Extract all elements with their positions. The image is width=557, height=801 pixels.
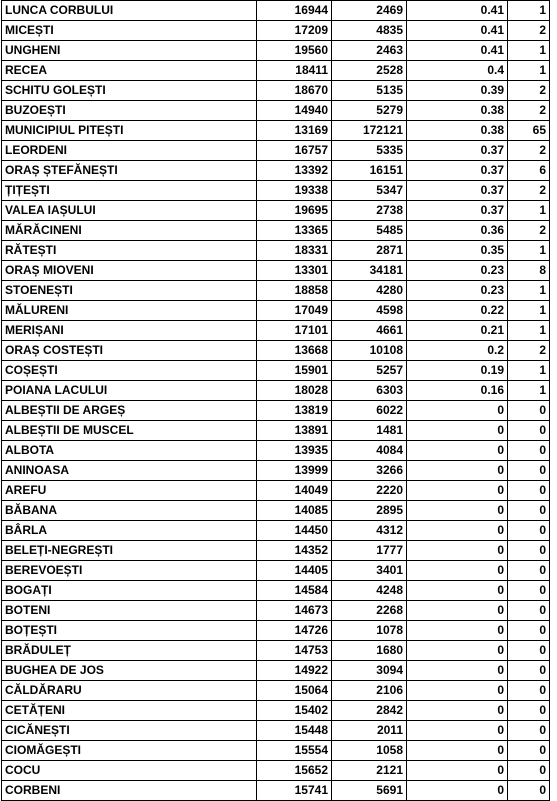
incidence-rate-cell: 0.16 bbox=[407, 381, 508, 401]
incidence-rate-cell: 0.36 bbox=[407, 221, 508, 241]
incidence-rate-cell: 0.37 bbox=[407, 141, 508, 161]
incidence-rate-cell: 0.35 bbox=[407, 241, 508, 261]
incidence-rate-cell: 0.19 bbox=[407, 361, 508, 381]
locality-name-cell: ALBEȘTII DE ARGEȘ bbox=[2, 401, 257, 421]
locality-name-cell: ORAȘ COSTEȘTI bbox=[2, 341, 257, 361]
locality-name-cell: CĂLDĂRARU bbox=[2, 681, 257, 701]
table-row bbox=[2, 681, 550, 701]
incidence-rate-cell: 0.41 bbox=[407, 21, 508, 41]
table-row bbox=[2, 1, 550, 21]
locality-name-cell: BEREVOEȘTI bbox=[2, 561, 257, 581]
siruta-code-cell: 19695 bbox=[257, 201, 332, 221]
locality-name-cell: COȘEȘTI bbox=[2, 361, 257, 381]
siruta-code-cell: 17209 bbox=[257, 21, 332, 41]
table-row bbox=[2, 621, 550, 641]
siruta-code-cell: 15554 bbox=[257, 741, 332, 761]
siruta-code-cell: 14753 bbox=[257, 641, 332, 661]
table-row bbox=[2, 401, 550, 421]
table-row bbox=[2, 601, 550, 621]
population-cell: 5485 bbox=[332, 221, 407, 241]
locality-name-cell: MICEȘTI bbox=[2, 21, 257, 41]
table-row bbox=[2, 381, 550, 401]
siruta-code-cell: 15064 bbox=[257, 681, 332, 701]
incidence-rate-cell: 0.23 bbox=[407, 261, 508, 281]
cases-count-cell: 0 bbox=[508, 601, 550, 621]
locality-name-cell: CIOMĂGEȘTI bbox=[2, 741, 257, 761]
population-cell: 4280 bbox=[332, 281, 407, 301]
table-row bbox=[2, 221, 550, 241]
table-row bbox=[2, 101, 550, 121]
cases-count-cell: 2 bbox=[508, 141, 550, 161]
population-cell: 2463 bbox=[332, 41, 407, 61]
cases-count-cell: 8 bbox=[508, 261, 550, 281]
table-row bbox=[2, 261, 550, 281]
population-cell: 34181 bbox=[332, 261, 407, 281]
siruta-code-cell: 18028 bbox=[257, 381, 332, 401]
table-row bbox=[2, 81, 550, 101]
cases-count-cell: 1 bbox=[508, 61, 550, 81]
cases-count-cell: 0 bbox=[508, 701, 550, 721]
locality-name-cell: CICĂNEȘTI bbox=[2, 721, 257, 741]
siruta-code-cell: 13891 bbox=[257, 421, 332, 441]
cases-count-cell: 1 bbox=[508, 201, 550, 221]
table-row bbox=[2, 321, 550, 341]
table-row bbox=[2, 361, 550, 381]
population-cell: 2469 bbox=[332, 1, 407, 21]
table-row bbox=[2, 241, 550, 261]
siruta-code-cell: 19338 bbox=[257, 181, 332, 201]
cases-count-cell: 0 bbox=[508, 661, 550, 681]
population-cell: 4835 bbox=[332, 21, 407, 41]
siruta-code-cell: 13301 bbox=[257, 261, 332, 281]
cases-count-cell: 1 bbox=[508, 1, 550, 21]
locality-name-cell: BELEȚI-NEGREȘTI bbox=[2, 541, 257, 561]
cases-count-cell: 1 bbox=[508, 281, 550, 301]
table-row bbox=[2, 561, 550, 581]
cases-count-cell: 0 bbox=[508, 741, 550, 761]
locality-name-cell: LEORDENI bbox=[2, 141, 257, 161]
locality-name-cell: BĂBANA bbox=[2, 501, 257, 521]
incidence-rate-cell: 0.39 bbox=[407, 81, 508, 101]
cases-count-cell: 0 bbox=[508, 421, 550, 441]
siruta-code-cell: 18858 bbox=[257, 281, 332, 301]
siruta-code-cell: 15652 bbox=[257, 761, 332, 781]
incidence-rate-cell: 0 bbox=[407, 721, 508, 741]
population-cell: 5279 bbox=[332, 101, 407, 121]
cases-count-cell: 0 bbox=[508, 501, 550, 521]
incidence-rate-cell: 0 bbox=[407, 681, 508, 701]
cases-count-cell: 2 bbox=[508, 81, 550, 101]
locality-name-cell: POIANA LACULUI bbox=[2, 381, 257, 401]
siruta-code-cell: 15402 bbox=[257, 701, 332, 721]
locality-name-cell: ALBOTA bbox=[2, 441, 257, 461]
localities-table bbox=[1, 0, 550, 801]
incidence-rate-cell: 0.37 bbox=[407, 201, 508, 221]
table-row bbox=[2, 521, 550, 541]
siruta-code-cell: 14450 bbox=[257, 521, 332, 541]
locality-name-cell: MERIȘANI bbox=[2, 321, 257, 341]
incidence-rate-cell: 0.4 bbox=[407, 61, 508, 81]
cases-count-cell: 1 bbox=[508, 241, 550, 261]
incidence-rate-cell: 0.37 bbox=[407, 161, 508, 181]
locality-name-cell: BUZOEȘTI bbox=[2, 101, 257, 121]
table-row bbox=[2, 301, 550, 321]
cases-count-cell: 0 bbox=[508, 621, 550, 641]
population-cell: 3094 bbox=[332, 661, 407, 681]
incidence-rate-cell: 0 bbox=[407, 741, 508, 761]
incidence-rate-cell: 0 bbox=[407, 621, 508, 641]
table-row bbox=[2, 121, 550, 141]
population-cell: 4248 bbox=[332, 581, 407, 601]
siruta-code-cell: 13365 bbox=[257, 221, 332, 241]
siruta-code-cell: 16757 bbox=[257, 141, 332, 161]
incidence-rate-cell: 0.23 bbox=[407, 281, 508, 301]
population-cell: 5335 bbox=[332, 141, 407, 161]
incidence-rate-cell: 0 bbox=[407, 501, 508, 521]
table-row bbox=[2, 41, 550, 61]
siruta-code-cell: 16944 bbox=[257, 1, 332, 21]
incidence-rate-cell: 0 bbox=[407, 601, 508, 621]
table-body bbox=[2, 1, 550, 801]
population-cell: 3266 bbox=[332, 461, 407, 481]
siruta-code-cell: 14922 bbox=[257, 661, 332, 681]
siruta-code-cell: 13999 bbox=[257, 461, 332, 481]
population-cell: 2220 bbox=[332, 481, 407, 501]
population-cell: 16151 bbox=[332, 161, 407, 181]
cases-count-cell: 0 bbox=[508, 481, 550, 501]
incidence-rate-cell: 0 bbox=[407, 541, 508, 561]
locality-name-cell: LUNCA CORBULUI bbox=[2, 1, 257, 21]
locality-name-cell: BUGHEA DE JOS bbox=[2, 661, 257, 681]
siruta-code-cell: 15741 bbox=[257, 781, 332, 801]
incidence-rate-cell: 0.37 bbox=[407, 181, 508, 201]
table-row bbox=[2, 761, 550, 781]
cases-count-cell: 0 bbox=[508, 441, 550, 461]
table-row bbox=[2, 741, 550, 761]
locality-name-cell: COCU bbox=[2, 761, 257, 781]
table-row bbox=[2, 341, 550, 361]
population-cell: 4598 bbox=[332, 301, 407, 321]
cases-count-cell: 0 bbox=[508, 641, 550, 661]
siruta-code-cell: 14085 bbox=[257, 501, 332, 521]
table-row bbox=[2, 581, 550, 601]
table-row bbox=[2, 441, 550, 461]
siruta-code-cell: 18331 bbox=[257, 241, 332, 261]
population-cell: 2842 bbox=[332, 701, 407, 721]
siruta-code-cell: 17049 bbox=[257, 301, 332, 321]
incidence-rate-cell: 0.2 bbox=[407, 341, 508, 361]
cases-count-cell: 1 bbox=[508, 321, 550, 341]
locality-name-cell: BOTENI bbox=[2, 601, 257, 621]
siruta-code-cell: 14352 bbox=[257, 541, 332, 561]
locality-name-cell: BRĂDULEȚ bbox=[2, 641, 257, 661]
locality-name-cell: CORBENI bbox=[2, 781, 257, 801]
locality-name-cell: ORAȘ MIOVENI bbox=[2, 261, 257, 281]
table-row bbox=[2, 721, 550, 741]
locality-name-cell: ANINOASA bbox=[2, 461, 257, 481]
cases-count-cell: 0 bbox=[508, 761, 550, 781]
locality-name-cell: BOGAȚI bbox=[2, 581, 257, 601]
incidence-rate-cell: 0.21 bbox=[407, 321, 508, 341]
table-row bbox=[2, 641, 550, 661]
table-row bbox=[2, 421, 550, 441]
cases-count-cell: 0 bbox=[508, 461, 550, 481]
locality-name-cell: AREFU bbox=[2, 481, 257, 501]
incidence-rate-cell: 0 bbox=[407, 641, 508, 661]
table-row bbox=[2, 501, 550, 521]
locality-name-cell: ALBEȘTII DE MUSCEL bbox=[2, 421, 257, 441]
cases-count-cell: 2 bbox=[508, 21, 550, 41]
population-cell: 1481 bbox=[332, 421, 407, 441]
siruta-code-cell: 13819 bbox=[257, 401, 332, 421]
incidence-rate-cell: 0.38 bbox=[407, 121, 508, 141]
siruta-code-cell: 15448 bbox=[257, 721, 332, 741]
table-row bbox=[2, 661, 550, 681]
incidence-rate-cell: 0.41 bbox=[407, 41, 508, 61]
siruta-code-cell: 14405 bbox=[257, 561, 332, 581]
population-cell: 2121 bbox=[332, 761, 407, 781]
locality-name-cell: BÂRLA bbox=[2, 521, 257, 541]
locality-name-cell: STOENEȘTI bbox=[2, 281, 257, 301]
population-cell: 2871 bbox=[332, 241, 407, 261]
table-row bbox=[2, 541, 550, 561]
population-cell: 4661 bbox=[332, 321, 407, 341]
incidence-rate-cell: 0.41 bbox=[407, 1, 508, 21]
siruta-code-cell: 18670 bbox=[257, 81, 332, 101]
population-cell: 2738 bbox=[332, 201, 407, 221]
population-cell: 5257 bbox=[332, 361, 407, 381]
incidence-rate-cell: 0 bbox=[407, 561, 508, 581]
population-cell: 2895 bbox=[332, 501, 407, 521]
locality-name-cell: ORAȘ ȘTEFĂNEȘTI bbox=[2, 161, 257, 181]
incidence-rate-cell: 0 bbox=[407, 661, 508, 681]
population-cell: 2106 bbox=[332, 681, 407, 701]
locality-name-cell: VALEA IAȘULUI bbox=[2, 201, 257, 221]
cases-count-cell: 65 bbox=[508, 121, 550, 141]
population-cell: 4312 bbox=[332, 521, 407, 541]
population-cell: 3401 bbox=[332, 561, 407, 581]
table-row bbox=[2, 461, 550, 481]
siruta-code-cell: 17101 bbox=[257, 321, 332, 341]
cases-count-cell: 6 bbox=[508, 161, 550, 181]
population-cell: 5347 bbox=[332, 181, 407, 201]
siruta-code-cell: 15901 bbox=[257, 361, 332, 381]
cases-count-cell: 0 bbox=[508, 721, 550, 741]
incidence-rate-cell: 0 bbox=[407, 461, 508, 481]
table-row bbox=[2, 61, 550, 81]
incidence-rate-cell: 0 bbox=[407, 781, 508, 801]
table-row bbox=[2, 701, 550, 721]
siruta-code-cell: 13169 bbox=[257, 121, 332, 141]
locality-name-cell: CETĂȚENI bbox=[2, 701, 257, 721]
population-cell: 1777 bbox=[332, 541, 407, 561]
incidence-rate-cell: 0 bbox=[407, 761, 508, 781]
table-row bbox=[2, 201, 550, 221]
population-cell: 2011 bbox=[332, 721, 407, 741]
locality-name-cell: MUNICIPIUL PITEȘTI bbox=[2, 121, 257, 141]
incidence-rate-cell: 0 bbox=[407, 401, 508, 421]
cases-count-cell: 0 bbox=[508, 401, 550, 421]
population-cell: 10108 bbox=[332, 341, 407, 361]
population-cell: 6022 bbox=[332, 401, 407, 421]
population-cell: 2268 bbox=[332, 601, 407, 621]
locality-name-cell: MĂLURENI bbox=[2, 301, 257, 321]
table-row bbox=[2, 161, 550, 181]
incidence-rate-cell: 0 bbox=[407, 421, 508, 441]
incidence-rate-cell: 0.22 bbox=[407, 301, 508, 321]
table-row bbox=[2, 21, 550, 41]
table-row bbox=[2, 141, 550, 161]
table-row bbox=[2, 181, 550, 201]
siruta-code-cell: 14940 bbox=[257, 101, 332, 121]
population-cell: 1680 bbox=[332, 641, 407, 661]
incidence-rate-cell: 0 bbox=[407, 701, 508, 721]
siruta-code-cell: 14049 bbox=[257, 481, 332, 501]
table-row bbox=[2, 281, 550, 301]
siruta-code-cell: 13392 bbox=[257, 161, 332, 181]
cases-count-cell: 0 bbox=[508, 681, 550, 701]
population-cell: 6303 bbox=[332, 381, 407, 401]
incidence-rate-cell: 0 bbox=[407, 581, 508, 601]
population-cell: 1058 bbox=[332, 741, 407, 761]
locality-name-cell: MĂRĂCINENI bbox=[2, 221, 257, 241]
population-cell: 172121 bbox=[332, 121, 407, 141]
cases-count-cell: 0 bbox=[508, 781, 550, 801]
cases-count-cell: 0 bbox=[508, 561, 550, 581]
siruta-code-cell: 13935 bbox=[257, 441, 332, 461]
cases-count-cell: 1 bbox=[508, 41, 550, 61]
locality-name-cell: RĂTEȘTI bbox=[2, 241, 257, 261]
siruta-code-cell: 13668 bbox=[257, 341, 332, 361]
population-cell: 2528 bbox=[332, 61, 407, 81]
population-cell: 5691 bbox=[332, 781, 407, 801]
incidence-rate-cell: 0 bbox=[407, 441, 508, 461]
population-cell: 1078 bbox=[332, 621, 407, 641]
siruta-code-cell: 14584 bbox=[257, 581, 332, 601]
locality-name-cell: BOȚEȘTI bbox=[2, 621, 257, 641]
siruta-code-cell: 18411 bbox=[257, 61, 332, 81]
cases-count-cell: 2 bbox=[508, 221, 550, 241]
incidence-rate-cell: 0 bbox=[407, 521, 508, 541]
population-cell: 4084 bbox=[332, 441, 407, 461]
incidence-rate-cell: 0 bbox=[407, 481, 508, 501]
cases-count-cell: 1 bbox=[508, 381, 550, 401]
locality-name-cell: RECEA bbox=[2, 61, 257, 81]
table-row bbox=[2, 481, 550, 501]
locality-name-cell: UNGHENI bbox=[2, 41, 257, 61]
cases-count-cell: 2 bbox=[508, 341, 550, 361]
siruta-code-cell: 14726 bbox=[257, 621, 332, 641]
locality-name-cell: ȚIȚEȘTI bbox=[2, 181, 257, 201]
incidence-rate-cell: 0.38 bbox=[407, 101, 508, 121]
siruta-code-cell: 14673 bbox=[257, 601, 332, 621]
siruta-code-cell: 19560 bbox=[257, 41, 332, 61]
cases-count-cell: 1 bbox=[508, 301, 550, 321]
cases-count-cell: 0 bbox=[508, 541, 550, 561]
cases-count-cell: 0 bbox=[508, 581, 550, 601]
locality-name-cell: SCHITU GOLEȘTI bbox=[2, 81, 257, 101]
cases-count-cell: 1 bbox=[508, 361, 550, 381]
population-cell: 5135 bbox=[332, 81, 407, 101]
cases-count-cell: 2 bbox=[508, 181, 550, 201]
cases-count-cell: 2 bbox=[508, 101, 550, 121]
cases-count-cell: 0 bbox=[508, 521, 550, 541]
